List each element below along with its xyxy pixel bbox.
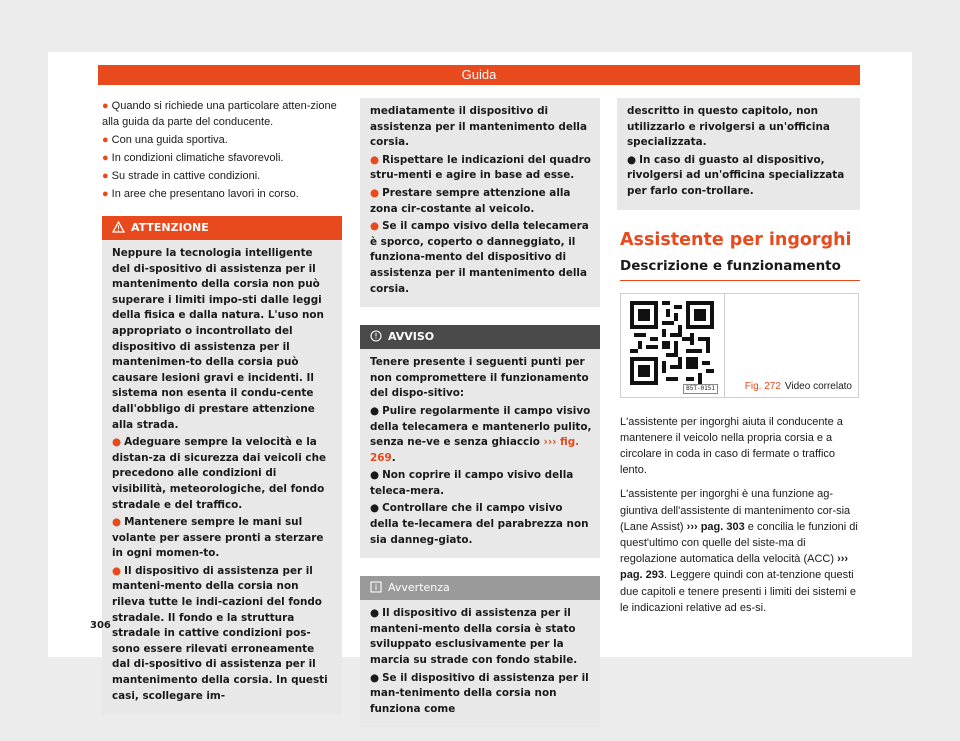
list-item: ● In aree che presentano lavori in corso. [102, 188, 299, 200]
subsection-title: Descrizione e funzionamento [620, 258, 860, 281]
list-item: ● Adeguare sempre la velocità e la distan-za di sicurezza dai veicoli che precedono alle condizioni di visibilità, meteorologiche, del fondo stradale e del traffico. [112, 436, 327, 511]
list-item: ● Quando si richiede una particolare atten-zione alla guida da parte del conducente. [102, 100, 337, 128]
qr-code-panel [621, 294, 725, 397]
page-reference-link[interactable]: ››› pag. 303 [686, 520, 745, 533]
list-item: ● Mantenere sempre le mani sul volante per assere pronti a sterzare in ogni momen-to. [112, 516, 324, 560]
list-item: ● Su strade in cattive condizioni. [102, 170, 261, 182]
page-reference-link[interactable]: ››› pag. 293 [620, 553, 849, 582]
page-number: 306 [90, 620, 111, 631]
list-item: ● Controllare che il campo visivo della te-lecamera del parabrezza non sia danneg-giato. [370, 502, 589, 546]
note-header: Avvertenza [360, 576, 600, 600]
note-cont-intro: descritto in questo capitolo, non utilizzarlo e rivolgersi a un'officina specializzata. [627, 105, 830, 149]
list-item: ● Non coprire il campo visivo della teleca-mera. [370, 469, 574, 497]
figure-272[interactable] [620, 293, 859, 398]
warning-box [102, 216, 342, 714]
paragraph: L'assistente per ingorghi aiuta il conducente a mantenere il veicolo nella propria corsia e a circolare in coda in caso di fermate o traffico lento. [620, 415, 843, 477]
info-circle-icon [370, 327, 382, 351]
warning-cont-intro: mediatamente il dispositivo di assistenza per il mantenimento della corsia. [370, 105, 588, 149]
list-item: ● Con una guida sportiva. [102, 134, 228, 146]
list-item: ● Se il campo visivo della telecamera è sporco, coperto o danneggiato, il funziona-mento del dispositivo di assistenza per il mantenimento della corsia. [370, 220, 589, 295]
list-item: ● Il dispositivo di assistenza per il manteni-mento della corsia è stato sviluppato esclusivamente per la marcia su strade con fondo stabile. [370, 607, 578, 667]
qr-code-icon [630, 301, 714, 385]
note-icon [370, 578, 382, 602]
list-item: ● Pulire regolarmente il campo visivo della telecamera e mantenerlo pulito, senza ne-ve e senza ghiaccio ››› fig. 269. [370, 404, 592, 464]
list-item: ● Rispettare le indicazioni del quadro stru-menti e agire in base ad esse. [370, 153, 591, 182]
list-item: ● Se il dispositivo di assistenza per il man-tenimento della corsia non funziona come [370, 671, 589, 715]
note-box-continued [617, 98, 860, 210]
list-item: ● Prestare sempre attenzione alla zona cir-costante al veicolo. [370, 186, 571, 215]
figure-code: B5T-0151 [683, 384, 718, 394]
list-item: ● In caso di guasto al dispositivo, rivolgersi ad un'officina specializzata per farlo con-trollare. [627, 153, 845, 197]
warning-triangle-icon [112, 218, 125, 242]
warning-header: ATTENZIONE [102, 216, 342, 240]
paragraph: L'assistente per ingorghi è una funzione ag-giuntiva dell'assistente di mantenimento cor-sia (Lane Assist) ››› pag. 303 e concilia le funzioni di quest'ultimo con quelle del siste-ma di regolazione automatica della velocità (ACC) ››› pag. 293. Leggere quindi con at-tenzione questi due capitoli e tenere presenti i limiti dei sistemi e le indicazioni relative ad es-si. [620, 488, 858, 614]
notice-box [360, 325, 600, 558]
warning-box-continued [360, 98, 600, 307]
list-item: ● In condizioni climatiche sfavorevoli. [102, 152, 284, 164]
section-title: Assistente per ingorghi [620, 229, 852, 250]
note-box [360, 576, 600, 727]
notice-header: AVVISO [360, 325, 600, 349]
list-item: ● Il dispositivo di assistenza per il manteni-mento della corsia non rileva tutte le indi-cazioni del fondo stradale. Il fondo e la struttura stradale in cattive condizioni pos-sono essere rilevati erroneamente dal di-spositivo di assistenza per il mantenimento della corsia. In questi casi, scollegare im- [112, 564, 328, 702]
figure-reference-link[interactable]: ››› fig. 269 [370, 436, 580, 464]
header-bar: Guida [98, 65, 860, 85]
warning-intro: Neppure la tecnologia intelligente del di-spositivo di assistenza per il mantenimento della corsia non può superare i limiti impo-sti dalle leggi della fisica e dalla natura. L'uso non appropriato o incontrollato del dispositivo di assistenza per il mantenimen-to della corsia può causare lesioni gravi e incidenti. Il sistema non esenta il condu-cente dall'obbligo di prestare attenzione alla strada. [112, 247, 324, 431]
notice-intro: Tenere presente i seguenti punti per non compromettere il funzionamento del dispo-sitivo: [370, 356, 589, 400]
column-3 [617, 98, 860, 616]
column-2 [360, 98, 600, 741]
column-1 [102, 98, 342, 728]
figure-caption: Fig. 272 Video correlato [744, 380, 852, 392]
